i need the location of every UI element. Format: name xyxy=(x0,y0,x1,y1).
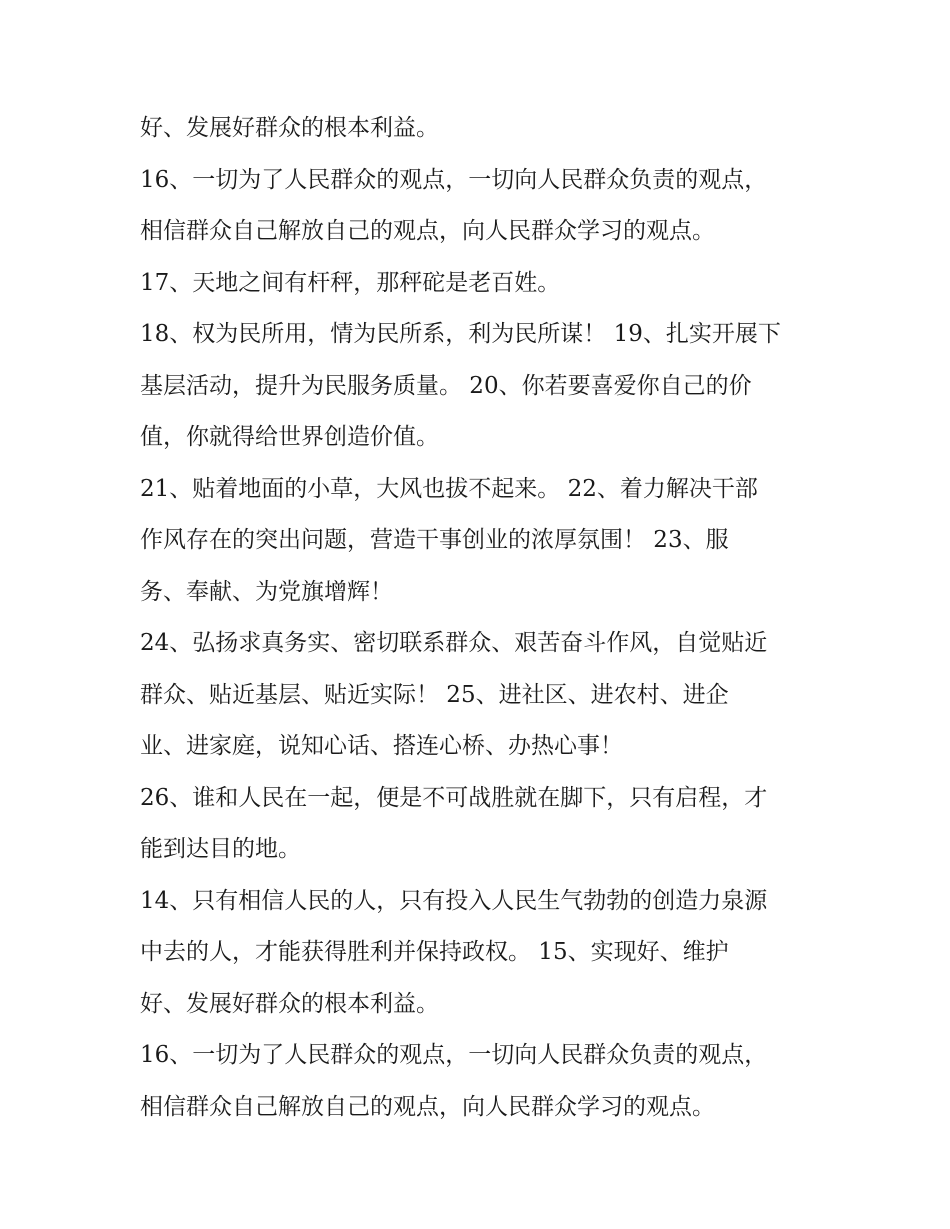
text-line: 务、奉献、为党旗增辉！ xyxy=(140,578,393,605)
text-line: 群众、贴近基层、贴近实际！ 25、进社区、进农村、进企 xyxy=(140,681,729,708)
text-line: 17、天地之间有杆秤，那秤砣是老百姓。 xyxy=(140,269,561,296)
text-line: 能到达目的地。 xyxy=(140,836,301,862)
document-body xyxy=(140,103,830,1133)
text-line: 作风存在的突出问题，营造干事创业的浓厚氛围！ 23、服 xyxy=(140,527,729,553)
text-line: 16、一切为了人民群众的观点，一切向人民群众负责的观点， xyxy=(140,1042,768,1068)
text-line: 24、弘扬求真务实、密切联系群众、艰苦奋斗作风，自觉贴近 xyxy=(140,630,768,656)
text-line: 好、发展好群众的根本利益。 xyxy=(140,115,439,141)
text-line: 好、发展好群众的根本利益。 xyxy=(140,990,439,1017)
text-line: 16、一切为了人民群众的观点，一切向人民群众负责的观点， xyxy=(140,166,768,193)
text-line: 相信群众自己解放自己的观点，向人民群众学习的观点。 xyxy=(140,1093,715,1120)
text-line: 值，你就得给世界创造价值。 xyxy=(140,424,439,450)
text-line: 相信群众自己解放自己的观点，向人民群众学习的观点。 xyxy=(140,218,715,244)
text-line: 26、谁和人民在一起，便是不可战胜就在脚下，只有启程，才 xyxy=(140,784,768,811)
text-line: 21、贴着地面的小草，大风也拔不起来。 22、着力解决干部 xyxy=(140,475,758,502)
text-line: 业、进家庭，说知心话、搭连心桥、办热心事！ xyxy=(140,733,623,759)
text-line: 14、只有相信人民的人，只有投入人民生气勃勃的创造力泉源 xyxy=(140,887,768,914)
text-line: 18、权为民所用，情为民所系，利为民所谋！ 19、扎实开展下 xyxy=(140,321,781,347)
text-line: 基层活动，提升为民服务质量。 20、你若要喜爱你自己的价 xyxy=(140,372,752,399)
text-line: 中去的人，才能获得胜利并保持政权。 15、实现好、维护 xyxy=(140,939,729,965)
